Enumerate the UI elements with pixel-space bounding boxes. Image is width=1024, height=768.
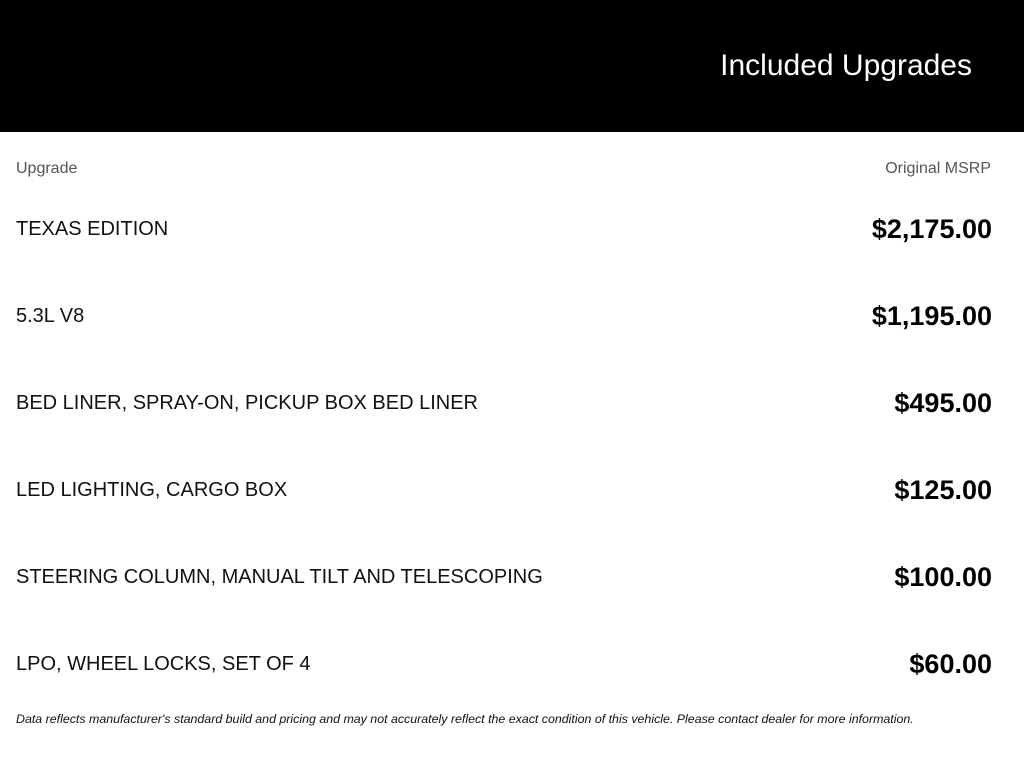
page-title: Included Upgrades [720,49,972,82]
upgrade-name: BED LINER, SPRAY-ON, PICKUP BOX BED LINER [16,392,478,414]
disclaimer-text: Data reflects manufacturer's standard build and pricing and may not accurately reflect the exact condition of this vehicle. Please contact dealer for more information. [16,712,914,726]
upgrade-price: $100.00 [894,562,992,592]
upgrade-name: LPO, WHEEL LOCKS, SET OF 4 [16,653,311,675]
upgrade-price: $1,195.00 [871,301,992,331]
upgrades-list [16,206,992,728]
column-headers [16,160,991,180]
upgrade-name: TEXAS EDITION [16,218,169,240]
column-header-msrp: Original MSRP [885,160,991,177]
upgrade-name: 5.3L V8 [16,305,85,327]
column-header-upgrade: Upgrade [16,160,78,177]
upgrade-row [16,293,992,380]
upgrade-price: $125.00 [894,475,992,505]
upgrade-price: $495.00 [894,388,992,418]
upgrade-price: $60.00 [909,649,992,679]
upgrade-name: LED LIGHTING, CARGO BOX [16,479,288,501]
upgrade-row [16,467,992,554]
upgrade-name: STEERING COLUMN, MANUAL TILT AND TELESCOPING [16,566,543,588]
upgrade-row [16,554,992,641]
upgrade-row [16,206,992,293]
upgrade-row [16,380,992,467]
upgrade-price: $2,175.00 [871,214,992,244]
header-banner [0,0,1024,132]
